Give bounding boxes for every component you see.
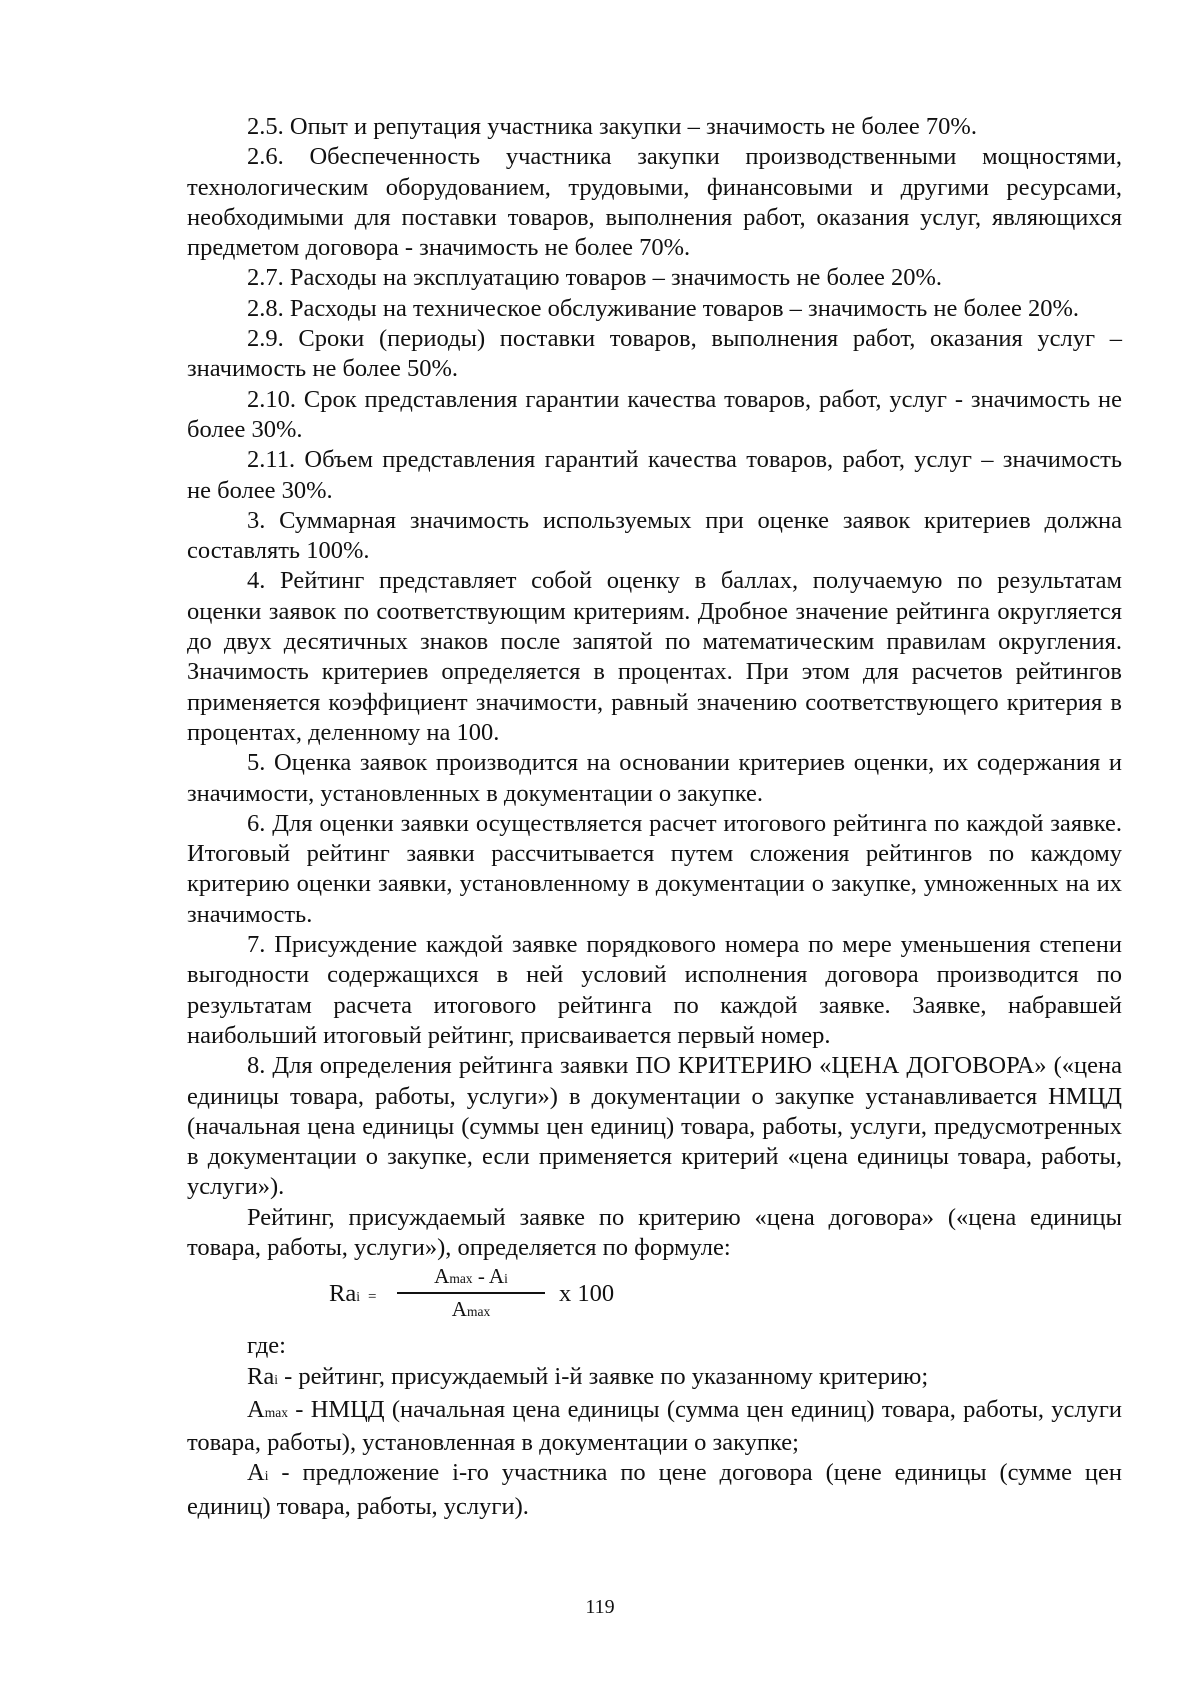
formula-numerator <box>397 1263 545 1292</box>
formula-num-a-sub: max <box>449 1271 473 1287</box>
rating-formula <box>187 1265 1122 1325</box>
paragraph-2-11: 2.11. Объем представления гарантий качества товаров, работ, услуг – значимость не более 30%. <box>187 446 1122 504</box>
paragraph-5: 5. Оценка заявок производится на основании критериев оценки, их содержания и значимости, установленных в документации о закупке. <box>187 749 1122 807</box>
definition-rai <box>187 1362 1122 1395</box>
formula-num-a: A <box>434 1264 450 1289</box>
formula-lhs <box>329 1279 376 1312</box>
formula-equals: = <box>367 1289 377 1306</box>
paragraph-8: 8. Для определения рейтинга заявки ПО КРИТЕРИЮ «ЦЕНА ДОГОВОРА» («цена единицы товара, работы, услуги») в документации о закупке устанавливается НМЦД (начальная цена единицы (суммы цен единиц) товара, работы, услуги, предусмотренных в документации о закупке, если применяется критерий «цена единицы товара, работы, услуги»). <box>187 1052 1122 1201</box>
paragraph-2-10: 2.10. Срок представления гарантии качества товаров, работ, услуг - значимость не более 30%. <box>187 385 1122 443</box>
definition-ai-text: - предложение i-го участника по цене договора (цене единицы (сумме цен единиц) товара, работы, услуги). <box>187 1459 1122 1520</box>
paragraph-2-8: 2.8. Расходы на техническое обслуживание товаров – значимость не более 20%. <box>247 294 1080 322</box>
formula-intro: Рейтинг, присуждаемый заявке по критерию «цена договора» («цена единицы товара, работы, услуги»), определяется по формуле: <box>187 1203 1122 1261</box>
definition-amax <box>187 1395 1122 1459</box>
paragraph-3: 3. Суммарная значимость используемых при оценке заявок критериев должна составлять 100%. <box>187 506 1122 565</box>
formula-num-minus: - <box>472 1264 489 1289</box>
where-label: где: <box>247 1332 286 1360</box>
paragraph-7: 7. Присуждение каждой заявке порядкового номера по мере уменьшения степени выгодности содержащихся в ней условий исполнения договора производится по результатам расчета итогового рейтинга по каждой заявке. Заявке, набравшей наибольший итоговый рейтинг, присваивается первый номер. <box>187 931 1122 1049</box>
paragraph-6: 6. Для оценки заявки осуществляется расчет итогового рейтинга по каждой заявке. Итоговый рейтинг заявки рассчитывается путем сложения рейтингов по каждому критерию оценки заявки, установленному в документации о закупке, умноженных на их значимость. <box>187 809 1122 928</box>
definition-ai <box>187 1458 1122 1522</box>
formula-lhs-sub: i <box>356 1289 360 1305</box>
formula-num-b-sub: i <box>504 1271 508 1287</box>
page-number: 119 <box>585 1596 615 1618</box>
paragraph-2-7: 2.7. Расходы на эксплуатацию товаров – значимость не более 20%. <box>247 264 942 292</box>
formula-fraction-bar <box>397 1292 545 1294</box>
definition-rai-symbol: Ra <box>247 1362 275 1390</box>
paragraph-2-5: 2.5. Опыт и репутация участника закупки – значимость не более 70%. <box>247 113 977 140</box>
formula-den-a: A <box>451 1296 467 1321</box>
paragraph-2-9: 2.9. Сроки (периоды) поставки товаров, выполнения работ, оказания услуг – значимость не более 50%. <box>187 325 1122 383</box>
definition-ai-symbol: A <box>247 1459 265 1487</box>
formula-den-sub: max <box>466 1303 491 1319</box>
definition-rai-sub: i <box>274 1371 278 1387</box>
definition-ai-sub: i <box>264 1468 269 1484</box>
formula-multiplier: x 100 <box>559 1280 615 1308</box>
formula-num-b: A <box>488 1264 505 1289</box>
paragraph-4: 4. Рейтинг представляет собой оценку в баллах, получаемую по результатам оценки заявок по соответствующим критериям. Дробное значение рейтинга округляется до двух десятичных знаков после запятой по математическим правилам округления. Значимость критериев определяется в процентах. При этом для расчетов рейтингов применяется коэффициент значимости, равный значению соответствующего критерия в процентах, деленному на 100. <box>187 567 1122 746</box>
formula-lhs-base: Ra <box>329 1280 357 1308</box>
paragraph-2-6: 2.6. Обеспеченность участника закупки производственными мощностями, технологическим оборудованием, трудовыми, финансовыми и другими ресурсами, необходимыми для поставки товаров, выполнения работ, оказания услуг, являющихся предметом договора - значимость не более 70%. <box>187 143 1122 262</box>
definition-amax-text: - НМЦД (начальная цена единицы (сумма цен единиц) товара, работы, услуги товара, работы), установленная в документации о закупке; <box>187 1395 1122 1457</box>
definition-amax-symbol: A <box>247 1395 265 1423</box>
definition-amax-sub: max <box>264 1404 288 1420</box>
formula-fraction <box>397 1263 545 1325</box>
document-body <box>187 112 1122 1522</box>
formula-denominator <box>397 1296 545 1325</box>
definition-rai-text: - рейтинг, присуждаемый i-й заявке по указанному критерию; <box>277 1362 929 1390</box>
